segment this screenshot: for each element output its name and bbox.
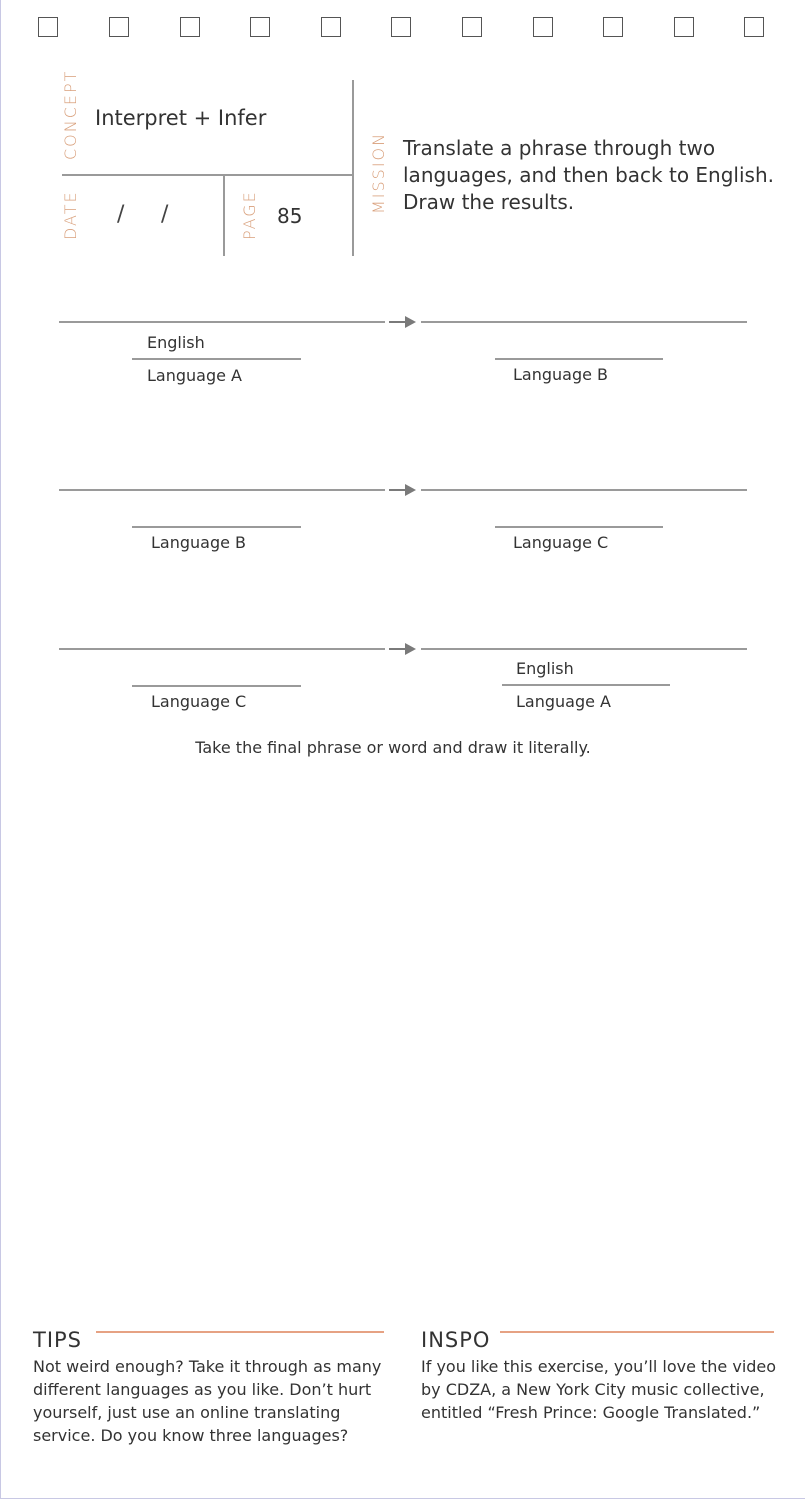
language-underline	[132, 526, 301, 528]
language-label: English	[147, 333, 205, 352]
page-label: PAGE	[240, 190, 259, 240]
arrow-right-icon	[389, 641, 417, 657]
page-number: 85	[277, 204, 303, 228]
tips-text: Not weird enough? Take it through as many different languages as you like. Don’t hurt yourself, just use an online translating service. Do you know three languages?	[33, 1357, 382, 1445]
translation-line	[421, 321, 747, 323]
date-label: DATE	[61, 190, 80, 240]
checkbox[interactable]	[533, 17, 553, 37]
header-divider	[62, 174, 354, 176]
checkbox[interactable]	[180, 17, 200, 37]
language-label: Language A	[147, 366, 242, 385]
language-underline	[132, 685, 301, 687]
checkbox[interactable]	[109, 17, 129, 37]
checkbox[interactable]	[603, 17, 623, 37]
translation-line	[59, 489, 385, 491]
language-underline	[132, 358, 301, 360]
checkbox[interactable]	[391, 17, 411, 37]
language-label: Language A	[516, 692, 611, 711]
checkbox[interactable]	[744, 17, 764, 37]
header-vertical-divider	[352, 80, 354, 256]
language-label: English	[516, 659, 574, 678]
drawing-area[interactable]	[30, 780, 776, 1310]
inspo-text: If you like this exercise, you’ll love the video by CDZA, a New York City music collective, entitled “Fresh Prince: Google Translated.”	[421, 1357, 777, 1422]
language-label: Language C	[513, 533, 609, 552]
translation-line	[59, 648, 385, 650]
arrow-right-icon	[389, 314, 417, 330]
date-slash: /	[161, 202, 169, 227]
language-underline	[495, 526, 663, 528]
language-underline	[502, 684, 670, 686]
inspo-title: INSPO	[421, 1328, 491, 1352]
translation-line	[421, 648, 747, 650]
language-label: Language B	[513, 365, 609, 384]
date-page-divider	[223, 175, 225, 256]
arrow-right-icon	[389, 482, 417, 498]
instruction-text: Take the final phrase or word and draw it literally.	[195, 738, 591, 757]
translation-line	[421, 489, 747, 491]
checkbox[interactable]	[38, 17, 58, 37]
tips-rule	[96, 1331, 384, 1333]
checkbox[interactable]	[321, 17, 341, 37]
mission-text: Translate a phrase through two languages, and then back to English. Draw the results.	[403, 136, 774, 214]
checkbox[interactable]	[250, 17, 270, 37]
language-label: Language B	[151, 533, 247, 552]
mission-label: MISSION	[369, 131, 388, 214]
concept-value[interactable]: Interpret + Infer	[95, 106, 267, 130]
date-slash: /	[117, 202, 125, 227]
concept-label: CONCEPT	[61, 69, 80, 160]
checkbox[interactable]	[674, 17, 694, 37]
language-label: Language C	[151, 692, 247, 711]
translation-line	[59, 321, 385, 323]
checkbox[interactable]	[462, 17, 482, 37]
inspo-rule	[500, 1331, 774, 1333]
tips-title: TIPS	[33, 1328, 83, 1352]
language-underline	[495, 358, 663, 360]
